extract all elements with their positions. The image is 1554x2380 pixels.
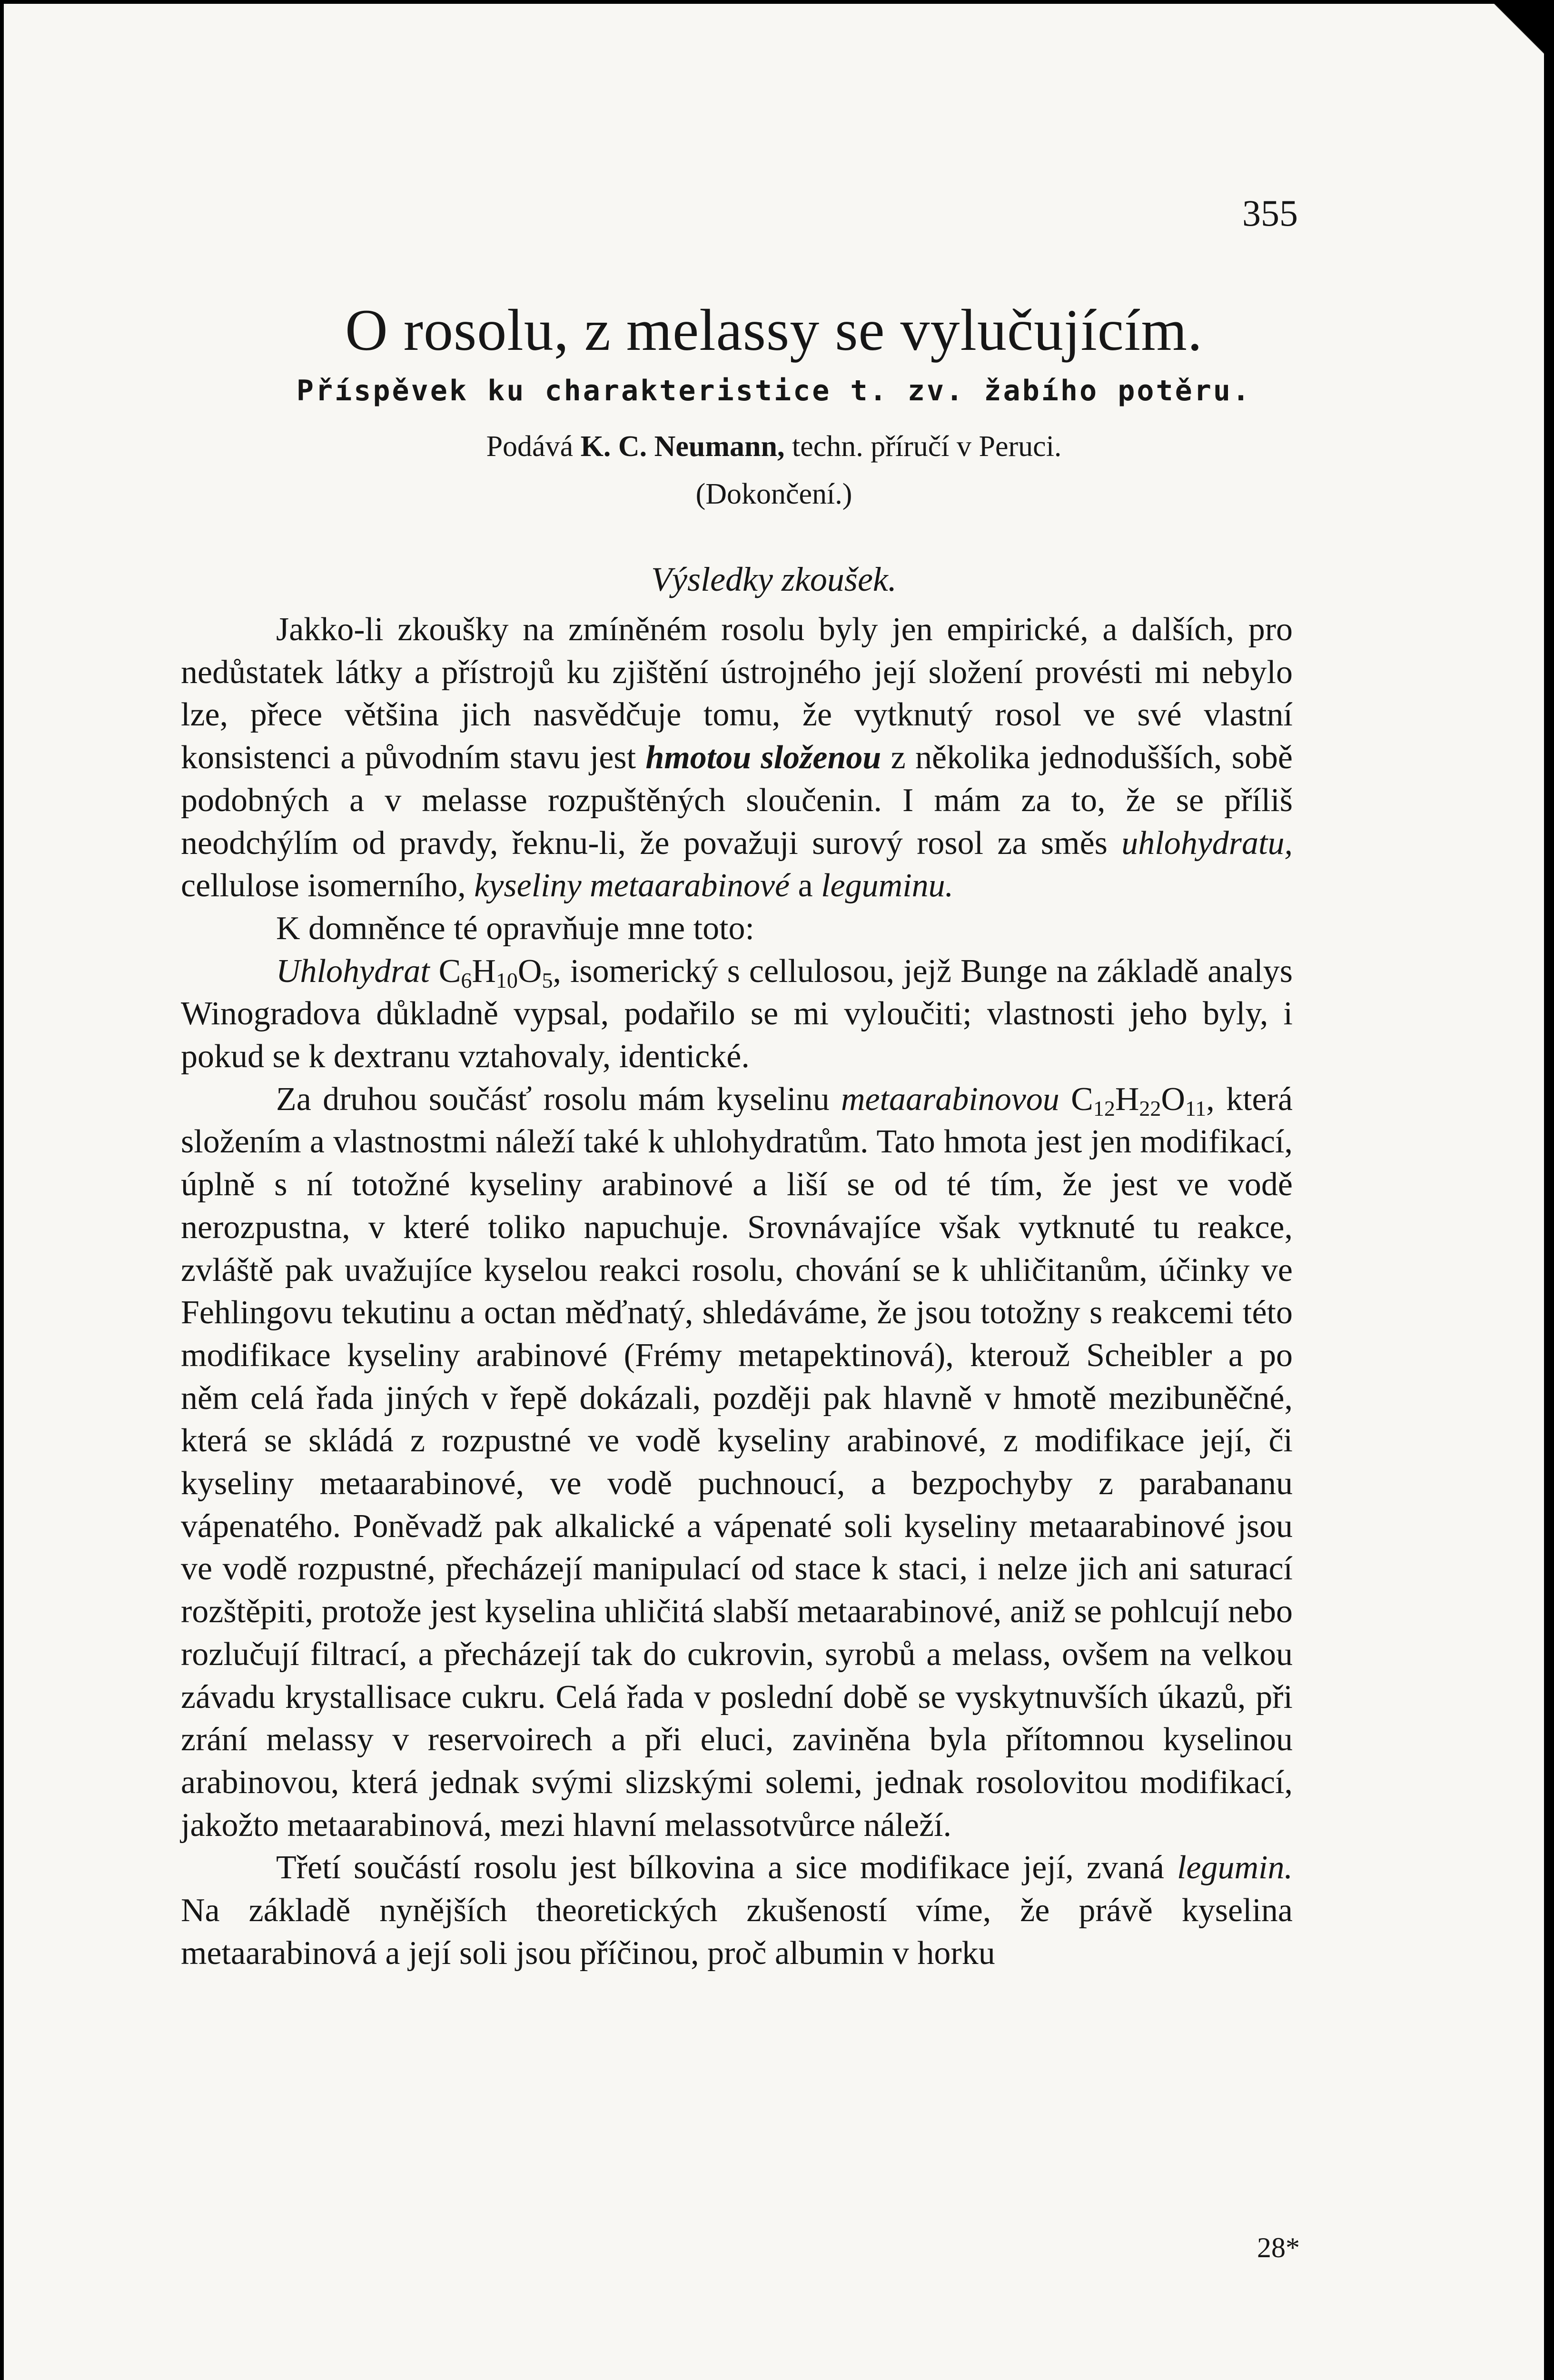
text-run: , která složením a vlastnostmi náleží také k uhlohydratům. Tato hmota jest jen modifikací, úplně s ní totožné kyseliny arabinové a liší se od té tím, že jest ve vodě nerozpustna, v které toliko napuchuje. Srovnávajíce však vytknuté tu reakce, zvláště pak uvažujíce kyselou reakci rosolu, chování se k uhličitanům, účinky ve Fehlingovu tekutinu a octan měďnatý, shledáváme, že jsou totožny s reakcemi této modifikace kyseliny arabinové (Frémy metapektinová), kterouž Scheibler a po něm celá řada jiných v řepě dokázali, později pak hlavně v hmotě mezibuněčné, která se skládá z rozpustné ve vodě kyseliny arabinové, z modifikace její, či kyseliny metaarabinové, ve vodě puchnoucí, a bezpochyby z parabananu vápenatého. Poněvadž pak alkalické a vápenaté soli kyseliny metaarabinové jsou ve vodě rozpustné, přecházejí manipulací od stace k staci, i nelze jich ani saturací rozštěpiti, protože jest kyselina uhličitá slabší metaarabinové, aniž se pohlcují nebo rozlučují filtrací, a přecházejí tak do cukrovin, syrobů a melass, ovšem na velkou závadu krystallisace cukru. Celá řada v poslední době se vyskytnuvších úkazů, při zrání melassy v reservoirech a při eluci, zaviněna byla přítomnou kyselinou arabinovou, která jednak svými slizskými solemi, jednak rosolovitou modifikací, jakožto metaarabinová, mezi hlavní melassotvůrce náleží.: [181, 1081, 1293, 1844]
paragraph-4: [181, 1078, 1293, 1847]
author-name: K. C. Neumann,: [580, 430, 785, 463]
emphasis-text: leguminu.: [821, 867, 954, 904]
page-number: 355: [1242, 192, 1298, 234]
emphasis-text: hmotou složenou: [645, 739, 881, 776]
chemical-formula: $C_6H_{10}O_5$: [438, 952, 553, 992]
chemical-formula: $C_{12}H_{22}O_{11}$: [1059, 1081, 1207, 1121]
text-run: a: [790, 867, 822, 904]
byline-suffix: techn. příručí v Peruci.: [784, 430, 1062, 463]
paragraph-1: [181, 608, 1293, 907]
byline: [4, 430, 1544, 464]
text-run: cellulose isomerního,: [181, 867, 475, 904]
text-run: , isomerický s cellulosou, jejž Bunge na základě analys Winogradova důkladně vypsal, podařilo se mi vyloučiti; vlastnosti jeho byly, i pokud se k dextranu vztahovaly, identické.: [181, 952, 1293, 1075]
paragraph-3: [181, 950, 1293, 1078]
section-heading: Výsledky zkoušek.: [651, 560, 897, 598]
emphasis-text: legumin.: [1177, 1849, 1293, 1886]
page: [4, 4, 1544, 2380]
text-run: z několika jednodušších, sobě podobných a v melasse rozpuštěných sloučenin. I mám za to, že se příliš neodchýlím od pravdy, řeknu-li, že považuji surový rosol za směs: [181, 739, 1293, 862]
emphasis-text: kyseliny metaarabinové: [474, 867, 790, 904]
text-run: Na základě nynějších theoretických zkušeností víme, že právě kyselina metaarabinová a její soli jsou příčinou, proč albumin v horku: [181, 1892, 1293, 1972]
byline-prefix: Podává: [486, 430, 581, 463]
paragraph-5: [181, 1846, 1293, 1974]
emphasis-text: uhlohydratu,: [1121, 824, 1293, 862]
text-run: Třetí součástí rosolu jest bílkovina a sice modifikace její, zvaná: [276, 1849, 1177, 1886]
article-subtitle: Příspěvek ku charakteristice t. zv. žabího potěru.: [296, 374, 1252, 407]
emphasis-text: Uhlohydrat: [276, 952, 430, 990]
signature-mark: 28*: [1257, 2232, 1300, 2263]
emphasis-text: metaarabinovou: [841, 1081, 1059, 1118]
article-title: O rosolu, z melassy se vylučujícím.: [345, 298, 1203, 363]
paragraph-2: K domněnce té opravňuje mne toto:: [276, 910, 754, 947]
scan-edge: [1487, 4, 1544, 56]
text-run: Jakko-li zkoušky na zmíněném rosolu byly jen empirické, a dalších, pro nedůstatek látky a přístrojů ku zjištění ústrojného její složení provésti mi nebylo lze, přece většina jich nasvědčuje tomu, že vytknutý rosol ve své vlastní konsistenci a původním stavu jest: [181, 611, 1293, 776]
text-run: Za druhou součásť rosolu mám kyselinu: [276, 1081, 841, 1118]
continuation-note: (Dokončení.): [695, 478, 852, 510]
article-body: [181, 608, 1293, 1975]
